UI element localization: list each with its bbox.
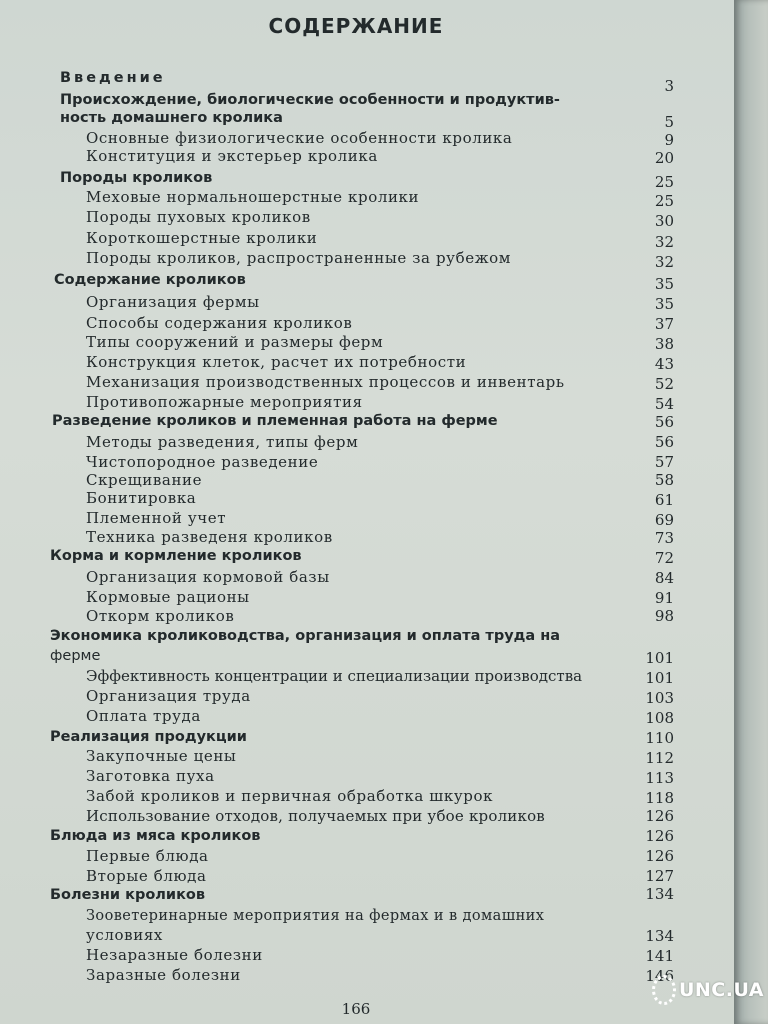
toc-entry-page: 25 <box>654 192 674 210</box>
toc-entry-title: ность домашнего кролика <box>60 110 283 126</box>
toc-entry-page: 146 <box>645 967 674 985</box>
toc-entry-title: условиях <box>86 926 163 944</box>
page-number: 166 <box>341 1000 371 1018</box>
toc-entry-title: Кормовые рационы <box>86 588 250 606</box>
toc-entry-page: 35 <box>654 295 674 313</box>
toc-entry-page: 141 <box>645 947 674 965</box>
toc-entry-title: Введение <box>60 70 166 86</box>
toc-entry-page: 9 <box>664 131 674 149</box>
toc-entry-title: Болезни кроликов <box>50 887 206 903</box>
toc-entry-title: Скрещивание <box>86 471 203 489</box>
toc-entry-title: Закупочные цены <box>86 747 237 765</box>
toc-entry-title: Эффективность концентрации и специализации производства <box>86 667 583 685</box>
toc-entry-page: 61 <box>654 491 674 509</box>
toc-entry-title: Организация фермы <box>86 293 260 311</box>
toc-entry-title: Техника разведеня кроликов <box>86 528 333 546</box>
toc-entry-title: Меховые нормальношерстные кролики <box>86 188 420 206</box>
toc-entry-page: 127 <box>645 867 674 885</box>
toc-entry-title: Породы пуховых кроликов <box>86 208 311 226</box>
toc-entry-title: Использование отходов, получаемых при убое кроликов <box>86 807 545 825</box>
toc-entry-title: Организация труда <box>86 687 251 705</box>
toc-entry-title: Заразные болезни <box>86 966 241 984</box>
toc-entry-title: Экономика кролиководства, организация и оплата труда на <box>50 628 561 644</box>
toc-entry-title: Забой кроликов и первичная обработка шкурок <box>86 787 494 805</box>
toc-entry-title: Племенной учет <box>86 509 227 527</box>
toc-entry-page: 126 <box>645 827 674 845</box>
toc-entry-title: Методы разведения, типы ферм <box>86 433 359 451</box>
toc-entry-title: Способы содержания кроликов <box>86 314 353 332</box>
toc-entry-page: 113 <box>645 769 674 787</box>
toc-entry-title: Типы сооружений и размеры ферм <box>86 333 384 351</box>
toc-entry-title: Организация кормовой базы <box>86 568 330 586</box>
toc-entry-title: ферме <box>50 648 101 664</box>
toc-entry-page: 98 <box>654 607 674 625</box>
toc-entry-page: 35 <box>654 275 674 293</box>
toc-entry-page: 134 <box>645 927 674 945</box>
page-title: СОДЕРЖАНИЕ <box>268 14 444 38</box>
toc-entry-page: 57 <box>654 453 674 471</box>
toc-entry-page: 126 <box>645 807 674 825</box>
toc-entry-page: 103 <box>645 689 674 707</box>
toc-entry-title: Противопожарные мероприятия <box>86 393 363 411</box>
toc-entry-page: 72 <box>654 549 674 567</box>
watermark-star-icon <box>652 975 676 1005</box>
toc-entry-page: 101 <box>645 669 674 687</box>
toc-entry-page: 52 <box>654 375 674 393</box>
toc-entry-title: Незаразные болезни <box>86 946 263 964</box>
toc-entry-title: Основные физиологические особенности кролика <box>86 129 513 147</box>
toc-entry-title: Разведение кроликов и племенная работа на ферме <box>52 413 498 429</box>
toc-entry-title: Корма и кормление кроликов <box>50 548 302 564</box>
toc-entry-title: Заготовка пуха <box>86 767 215 785</box>
toc-entry-page: 20 <box>654 149 674 167</box>
toc-entry-title: Механизация производственных процессов и инвентарь <box>86 373 565 391</box>
toc-entry-page: 37 <box>654 315 674 333</box>
toc-entry-page: 126 <box>645 847 674 865</box>
toc-entry-page: 38 <box>654 335 674 353</box>
toc-entry-title: Происхождение, биологические особенности и продуктив- <box>60 92 560 108</box>
toc-entry-title: Конструкция клеток, расчет их потребности <box>86 353 467 371</box>
toc-entry-page: 3 <box>664 77 674 95</box>
toc-entry-page: 43 <box>654 355 674 373</box>
toc-entry-title: Оплата труда <box>86 707 201 725</box>
toc-entry-page: 110 <box>645 729 674 747</box>
toc-entry-title: Откорм кроликов <box>86 607 235 625</box>
toc-entry-page: 54 <box>654 395 674 413</box>
toc-entry-title: Чистопородное разведение <box>86 453 319 471</box>
toc-entry-page: 91 <box>654 589 674 607</box>
toc-entry-title: Зооветеринарные мероприятия на фермах и в домашних <box>86 908 545 924</box>
toc-entry-page: 84 <box>654 569 674 587</box>
toc-entry-title: Содержание кроликов <box>54 272 246 288</box>
watermark-text: UNC.UA <box>678 979 764 1001</box>
toc-entry-title: Породы кроликов, распространенные за рубежом <box>86 249 512 267</box>
toc-entry-page: 118 <box>645 789 674 807</box>
toc-entry-page: 112 <box>645 749 674 767</box>
toc-entry-page: 32 <box>654 233 674 251</box>
toc-entry-title: Бонитировка <box>86 489 197 507</box>
toc-entry-title: Блюда из мяса кроликов <box>50 828 261 844</box>
toc-entry-page: 58 <box>654 471 674 489</box>
toc-entry-title: Конституция и экстерьер кролика <box>86 147 378 165</box>
toc-entry-page: 25 <box>654 173 674 191</box>
toc-entry-page: 134 <box>645 885 674 903</box>
toc-entry-title: Короткошерстные кролики <box>86 229 318 247</box>
watermark <box>652 968 764 1012</box>
toc-entry-page: 101 <box>645 649 674 667</box>
toc-entry-page: 5 <box>664 113 674 131</box>
toc-entry-title: Породы кроликов <box>60 170 213 186</box>
toc-entry-page: 56 <box>654 413 674 431</box>
toc-entry-title: Реализация продукции <box>50 729 247 745</box>
toc-entry-title: Первые блюда <box>86 847 209 865</box>
toc-entry-title: Вторые блюда <box>86 867 207 885</box>
toc-entry-page: 73 <box>654 529 674 547</box>
toc-entry-page: 69 <box>654 511 674 529</box>
toc-entry-page: 108 <box>645 709 674 727</box>
toc-entry-page: 56 <box>654 433 674 451</box>
toc-entry-page: 30 <box>654 212 674 230</box>
toc-entry-page: 32 <box>654 253 674 271</box>
